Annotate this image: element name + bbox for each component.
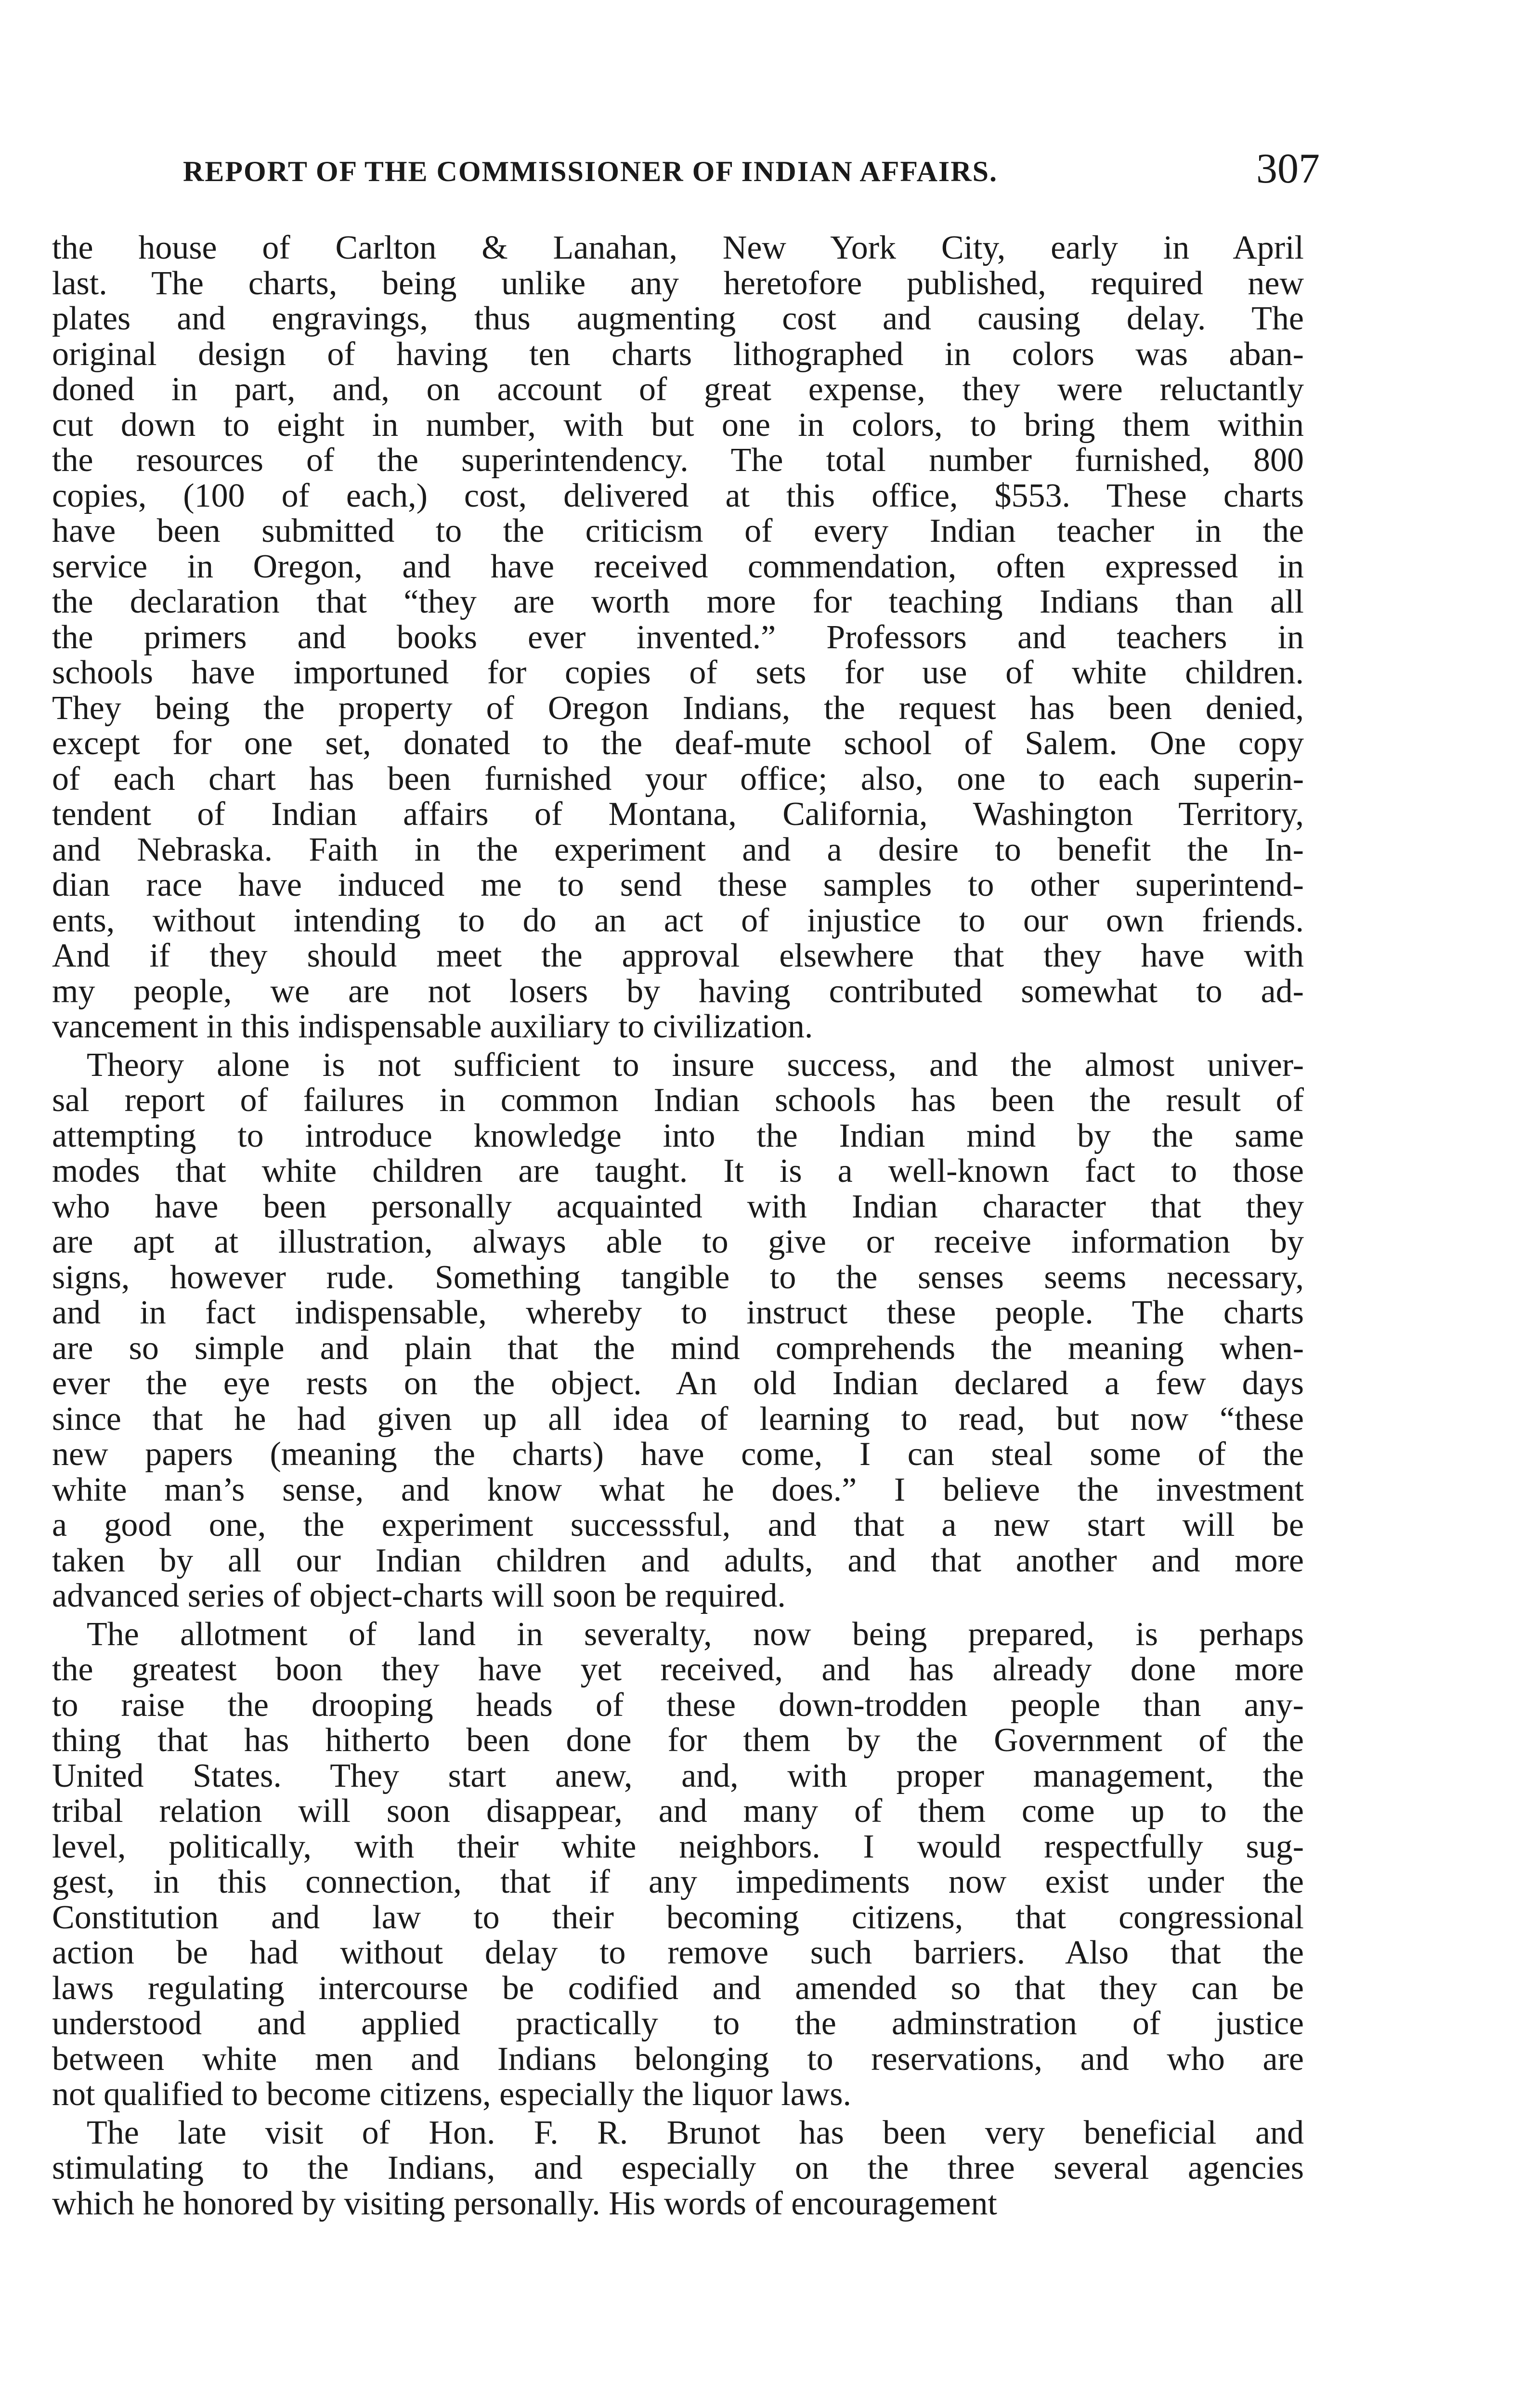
- running-head-title: REPORT OF THE COMMISSIONER OF INDIAN AFFAIRS.: [183, 156, 998, 187]
- text-line: the declaration that “they are worth more for teaching Indians than all: [52, 583, 1304, 620]
- paragraph: [52, 1617, 1304, 2112]
- text-line: since that he had given up all idea of learning to read, but now “these: [52, 1400, 1304, 1438]
- text-line: and Nebraska. Faith in the experiment and a desire to benefit the In-: [52, 831, 1304, 868]
- text-line: And if they should meet the approval elsewhere that they have with: [52, 937, 1304, 974]
- text-line: Theory alone is not sufficient to insure success, and the almost univer-: [87, 1046, 1304, 1084]
- page-number: 307: [1256, 145, 1320, 192]
- text-line: the primers and books ever invented.” Professors and teachers in: [52, 618, 1304, 656]
- text-line: between white men and Indians belonging to reservations, and who are: [52, 2040, 1304, 2078]
- text-line: to raise the drooping heads of these down-trodden people than any-: [52, 1686, 1304, 1724]
- text-line: are so simple and plain that the mind comprehends the meaning when-: [52, 1329, 1304, 1367]
- text-line: white man’s sense, and know what he does.” I believe the investment: [52, 1471, 1304, 1508]
- text-line: Constitution and law to their becoming citizens, that congressional: [52, 1898, 1304, 1936]
- text-line: the house of Carlton & Lanahan, New York City, early in April: [52, 229, 1304, 266]
- text-line: the resources of the superintendency. The total number furnished, 800: [52, 442, 1304, 479]
- text-line: vancement in this indispensable auxiliary to civilization.: [52, 1008, 813, 1045]
- text-line: plates and engravings, thus augmenting cost and causing delay. The: [52, 300, 1304, 337]
- text-line: ents, without intending to do an act of injustice to our own friends.: [52, 902, 1304, 939]
- text-line: taken by all our Indian children and adults, and that another and more: [52, 1542, 1304, 1579]
- paragraph: [52, 230, 1304, 1045]
- text-line: understood and applied practically to the adminstration of justice: [52, 2005, 1304, 2042]
- text-line: action be had without delay to remove such barriers. Also that the: [52, 1934, 1304, 1971]
- text-line: of each chart has been furnished your office; also, one to each superin-: [52, 760, 1304, 798]
- text-line: are apt at illustration, always able to give or receive information by: [52, 1223, 1304, 1260]
- text-line: ever the eye rests on the object. An old Indian declared a few days: [52, 1365, 1304, 1402]
- text-line: a good one, the experiment successsful, and that a new start will be: [52, 1506, 1304, 1544]
- text-line: signs, however rude. Something tangible to the senses seems necessary,: [52, 1258, 1304, 1296]
- text-line: gest, in this connection, that if any impediments now exist under the: [52, 1863, 1304, 1900]
- text-line: last. The charts, being unlike any heretofore published, required new: [52, 264, 1304, 302]
- text-line: have been submitted to the criticism of every Indian teacher in the: [52, 512, 1304, 550]
- text-line: They being the property of Oregon Indians, the request has been denied,: [52, 689, 1304, 727]
- text-line: service in Oregon, and have received commendation, often expressed in: [52, 548, 1304, 585]
- paragraph: [52, 1047, 1304, 1614]
- text-line: which he honored by visiting personally. His words of encouragement: [52, 2185, 997, 2222]
- paragraph: [52, 2115, 1304, 2222]
- text-line: tendent of Indian affairs of Montana, California, Washington Territory,: [52, 796, 1304, 833]
- body-text: [52, 230, 1304, 2221]
- running-header: [183, 144, 1320, 197]
- text-line: The allotment of land in severalty, now being prepared, is perhaps: [87, 1615, 1304, 1653]
- text-line: original design of having ten charts lithographed in colors was aban-: [52, 335, 1304, 373]
- text-line: new papers (meaning the charts) have come, I can steal some of the: [52, 1436, 1304, 1473]
- text-line: copies, (100 of each,) cost, delivered at this office, $553. These charts: [52, 477, 1304, 514]
- text-line: thing that has hitherto been done for them by the Government of the: [52, 1722, 1304, 1759]
- text-line: my people, we are not losers by having contributed somewhat to ad-: [52, 972, 1304, 1010]
- text-line: advanced series of object-charts will soon be required.: [52, 1577, 786, 1614]
- text-line: the greatest boon they have yet received, and has already done more: [52, 1651, 1304, 1688]
- text-line: laws regulating intercourse be codified and amended so that they can be: [52, 1969, 1304, 2007]
- text-line: and in fact indispensable, whereby to instruct these people. The charts: [52, 1294, 1304, 1331]
- text-line: tribal relation will soon disappear, and many of them come up to the: [52, 1793, 1304, 1830]
- text-line: United States. They start anew, and, with proper management, the: [52, 1757, 1304, 1794]
- text-line: attempting to introduce knowledge into the Indian mind by the same: [52, 1117, 1304, 1154]
- text-line: sal report of failures in common Indian schools has been the result of: [52, 1082, 1304, 1119]
- text-line: cut down to eight in number, with but one in colors, to bring them within: [52, 406, 1304, 444]
- text-line: dian race have induced me to send these samples to other superintend-: [52, 866, 1304, 903]
- text-line: who have been personally acquainted with Indian character that they: [52, 1188, 1304, 1225]
- text-line: schools have importuned for copies of sets for use of white children.: [52, 654, 1304, 691]
- text-line: doned in part, and, on account of great expense, they were reluctantly: [52, 371, 1304, 408]
- text-line: modes that white children are taught. It is a well-known fact to those: [52, 1152, 1304, 1190]
- text-line: except for one set, donated to the deaf-mute school of Salem. One copy: [52, 725, 1304, 762]
- text-line: The late visit of Hon. F. R. Brunot has been very beneficial and: [87, 2114, 1304, 2151]
- text-line: level, politically, with their white neighbors. I would respectfully sug-: [52, 1828, 1304, 1865]
- text-line: stimulating to the Indians, and especially on the three several agencies: [52, 2149, 1304, 2186]
- text-line: not qualified to become citizens, especially the liquor laws.: [52, 2076, 852, 2113]
